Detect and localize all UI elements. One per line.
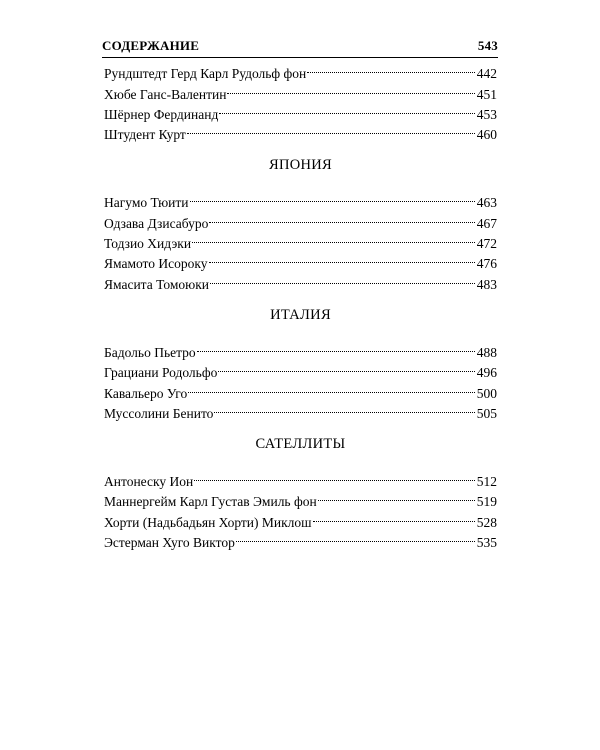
leader-dots	[313, 506, 475, 526]
toc-entry-name: Ямасита Томоюки	[104, 276, 209, 292]
leader-dots	[318, 486, 475, 506]
leader-dots	[307, 58, 474, 78]
leader-dots	[190, 187, 475, 207]
toc-entry-name: Бадольо Пьетро	[104, 344, 196, 360]
section-heading: ЯПОНИЯ	[268, 157, 333, 174]
toc-entry	[104, 58, 497, 82]
toc-entry-page: 460	[476, 127, 497, 143]
toc-entry-page: 488	[476, 344, 497, 360]
leader-dots	[194, 466, 475, 486]
toc-entry-page: 472	[476, 236, 497, 252]
leader-dots	[214, 398, 474, 418]
toc-entry-name: Грациани Родольфо	[104, 365, 218, 381]
leader-dots	[192, 228, 475, 248]
leader-dots	[188, 377, 475, 397]
toc-entry	[104, 337, 497, 360]
leader-dots	[210, 268, 475, 288]
toc-entry-name: Антонеску Ион	[104, 474, 194, 490]
toc-entry-page: 453	[476, 106, 497, 122]
toc-entry-page: 463	[476, 195, 497, 211]
leader-dots	[209, 248, 475, 268]
toc-entry-page: 528	[476, 514, 497, 530]
toc-entry-name: Эстерман Хуго Виктор	[104, 535, 235, 551]
section-heading: САТЕЛЛИТЫ	[255, 435, 346, 452]
leader-dots	[236, 527, 475, 547]
toc-entry-name: Шёрнер Фердинанд	[104, 106, 219, 122]
leader-dots	[209, 207, 474, 227]
toc-entry-name: Маннергейм Карл Густав Эмиль фон	[104, 494, 317, 510]
running-header-title: СОДЕРЖАНИЕ	[102, 38, 200, 53]
toc-entry-name: Ямамото Исороку	[104, 256, 208, 272]
toc-section-satellites	[104, 435, 497, 551]
toc-entry-name: Одзава Дзисабуро	[104, 215, 209, 231]
toc-entry-name: Рундштедт Герд Карл Рудольф фон	[104, 66, 307, 82]
toc-entry-page: 483	[476, 276, 497, 292]
toc-entry-name: Муссолини Бенито	[104, 405, 214, 421]
toc-entry-name: Штудент Курт	[104, 127, 186, 143]
toc-entry-page: 519	[476, 494, 497, 510]
toc-section-japan	[104, 156, 497, 292]
toc-entry-page: 476	[476, 256, 497, 272]
toc-entry-page: 496	[476, 365, 497, 381]
toc-section-continued	[104, 58, 497, 143]
running-header	[102, 34, 498, 58]
leader-dots	[218, 357, 474, 377]
toc-entry-name: Хорти (Надьбадьян Хорти) Миклош	[104, 514, 312, 530]
toc-entry-page: 535	[476, 535, 497, 551]
section-heading: ИТАЛИЯ	[270, 306, 331, 323]
toc-section-italy	[104, 306, 497, 421]
toc-entry-page: 467	[476, 215, 497, 231]
toc-entry-page: 451	[476, 86, 497, 102]
toc-entry-name: Нагумо Тюити	[104, 195, 189, 211]
leader-dots	[227, 78, 474, 98]
toc-entry	[104, 187, 497, 211]
toc-entry-page: 512	[476, 474, 497, 490]
toc-entry-page: 500	[476, 385, 497, 401]
toc-entry-name: Кавальеро Уго	[104, 385, 188, 401]
table-of-contents	[104, 58, 497, 551]
toc-entry-page: 442	[476, 66, 497, 82]
toc-entry-page: 505	[476, 405, 497, 421]
leader-dots	[187, 119, 475, 139]
toc-entry-name: Тодзио Хидэки	[104, 236, 192, 252]
leader-dots	[219, 99, 474, 119]
toc-entry	[104, 466, 497, 490]
leader-dots	[197, 337, 475, 357]
toc-entry-name: Хюбе Ганс-Валентин	[104, 86, 227, 102]
page-number: 543	[477, 38, 498, 53]
